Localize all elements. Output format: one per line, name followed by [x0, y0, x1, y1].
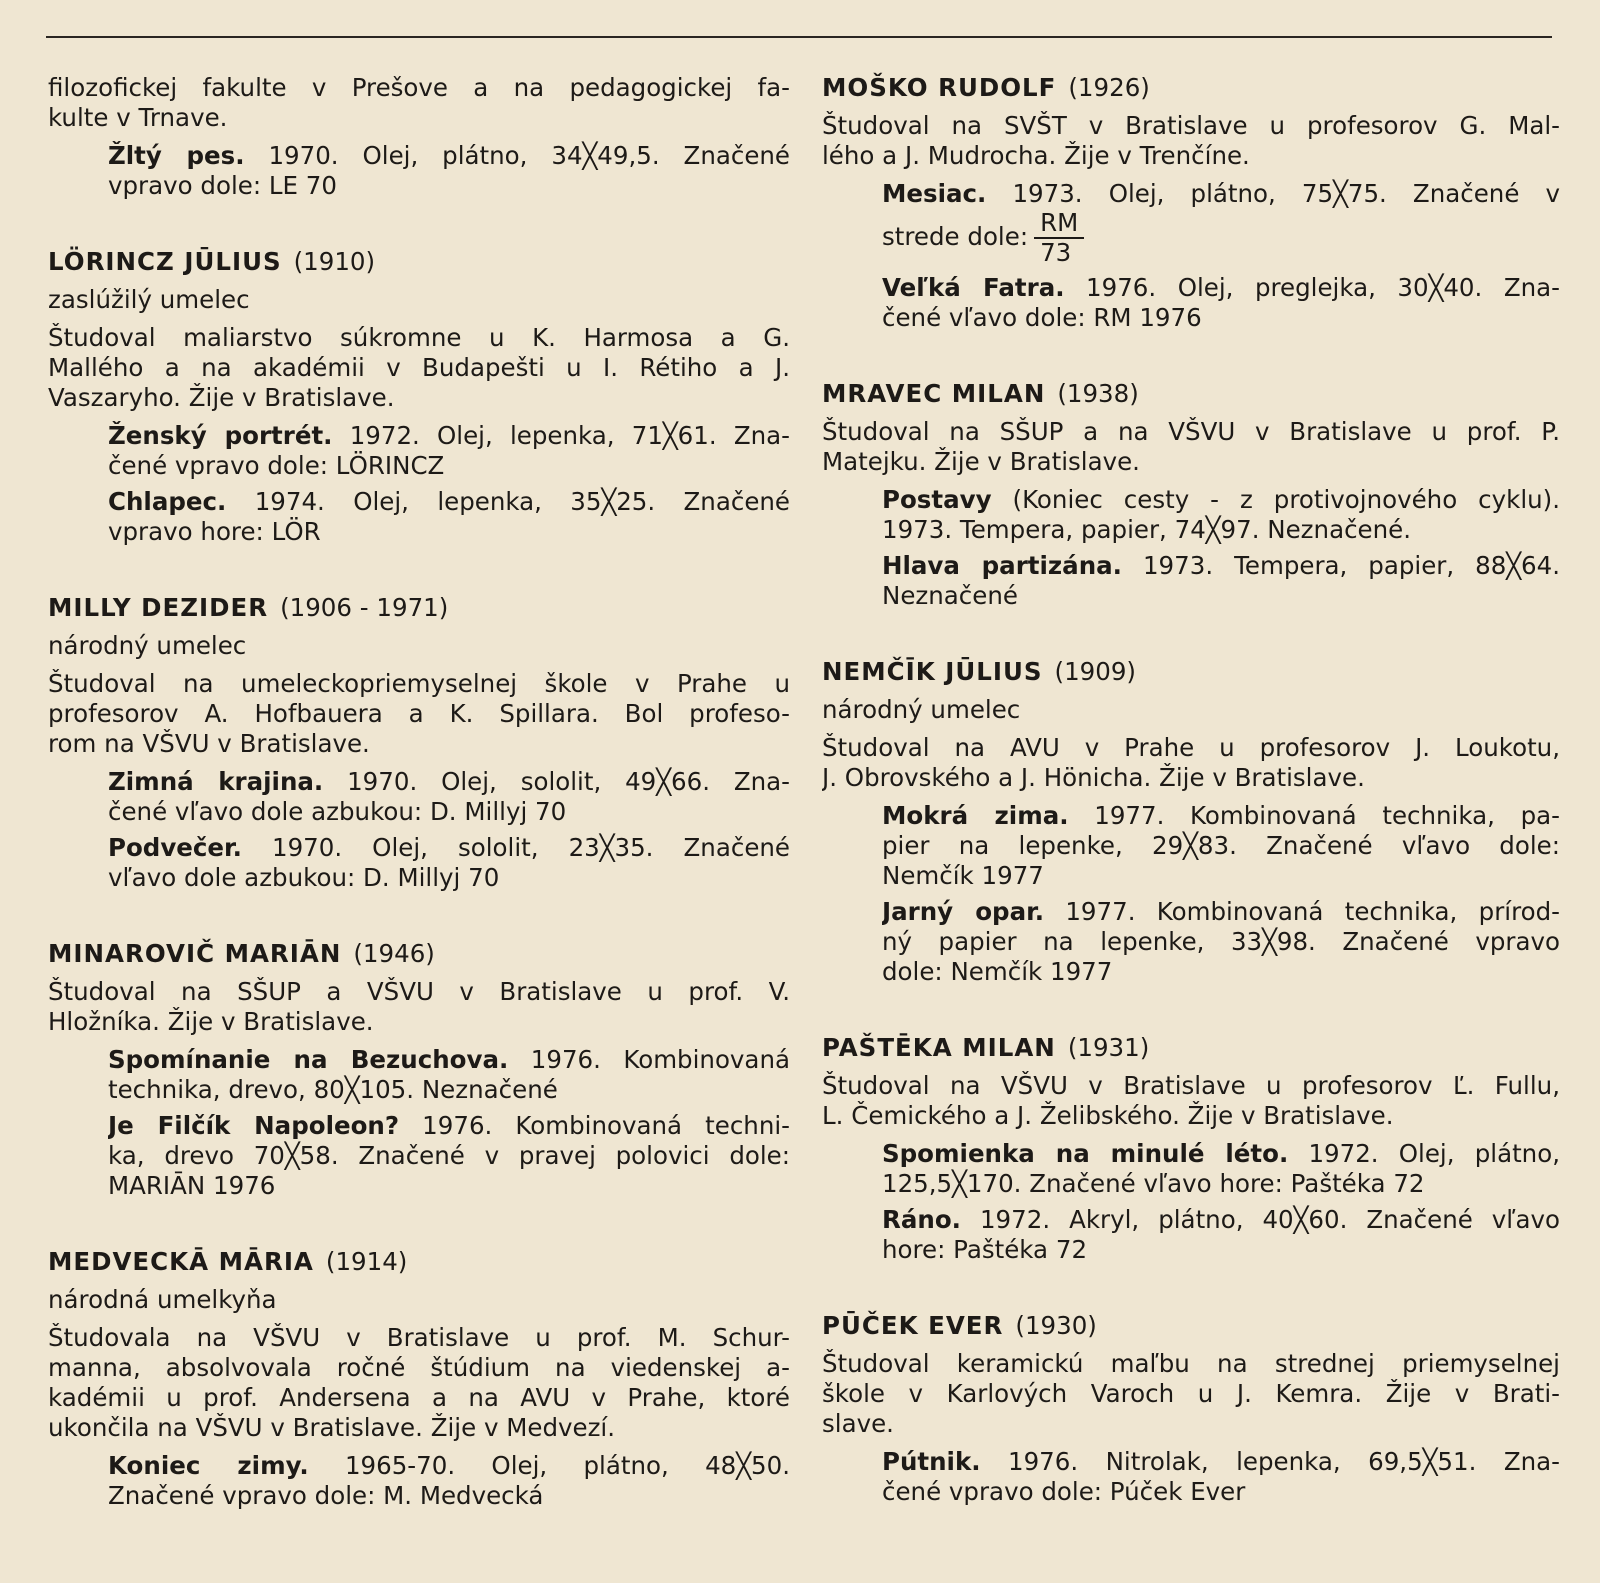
text-line [108, 141, 790, 171]
line-text: národný umelec [822, 695, 1021, 724]
artwork-title: Koniec zimy. [108, 1451, 309, 1480]
line-text: 1972. Olej, plátno, [1288, 1139, 1560, 1168]
text-line [822, 1071, 1560, 1101]
artist-years: (1914) [325, 1247, 408, 1276]
line-text: ný papier na lepenke, 33╳98. Značené vpravo [882, 927, 1560, 956]
artwork-entry [108, 421, 790, 481]
text-line [48, 699, 790, 729]
artist-name: NEMČĪK JŪLIUS [822, 657, 1043, 686]
artwork-entry [882, 1447, 1560, 1507]
artist-heading [822, 657, 1560, 687]
artist-heading [822, 1311, 1560, 1341]
text-line [822, 1379, 1560, 1409]
text-line [822, 1409, 1560, 1439]
line-text: 1965-70. Olej, plátno, 48╳50. [308, 1451, 790, 1480]
text-line [108, 1141, 790, 1171]
line-text: Hložníka. Žije v Bratislave. [48, 1007, 374, 1036]
text-line [108, 171, 790, 201]
artist-years: (1931) [1067, 1033, 1150, 1062]
line-text: Študoval na SVŠT v Bratislave u profesorov G. Mal- [822, 111, 1560, 140]
line-text: dole: Nemčík 1977 [882, 957, 1113, 986]
artist-heading [48, 939, 790, 969]
artwork-title: Pútnik. [882, 1447, 981, 1476]
line-text: 1973. Tempera, papier, 88╳64. [1122, 551, 1560, 580]
text-line [108, 421, 790, 451]
line-text: čené vpravo dole: LÖRINCZ [108, 451, 445, 480]
line-text: 1976. Olej, preglejka, 30╳40. Zna- [1064, 273, 1560, 302]
text-line [48, 1413, 790, 1443]
text-line [882, 861, 1560, 891]
line-text: 1973. Tempera, papier, 74╳97. Neznačené. [882, 515, 1412, 544]
line-text: 1976. Kombinovaná [508, 1045, 790, 1074]
text-line [48, 353, 790, 383]
artist-heading [48, 1247, 790, 1277]
text-line [882, 1139, 1560, 1169]
line-text: Študoval maliarstvo súkromne u K. Harmosa a G. [48, 323, 790, 352]
text-line [822, 1101, 1560, 1131]
line-text: 1976. Nitrolak, lepenka, 69,5╳51. Zna- [980, 1447, 1560, 1476]
line-text: technika, drevo, 80╳105. Neznačené [108, 1075, 558, 1104]
line-text: pier na lepenke, 29╳83. Značené vľavo dole: [882, 831, 1560, 860]
line-text: rom na VŠVU v Bratislave. [48, 729, 370, 758]
text-line [108, 517, 790, 547]
artwork-title: Jarný opar. [882, 897, 1045, 926]
artwork-entry [882, 1139, 1560, 1199]
line-text: J. Obrovského a J. Hönicha. Žije v Bratislave. [822, 763, 1365, 792]
text-line [882, 1447, 1560, 1477]
text-line [882, 801, 1560, 831]
text-line [882, 485, 1560, 515]
line-text: 1976. Kombinovaná techni- [399, 1111, 790, 1140]
text-line [108, 451, 790, 481]
artwork-entry [108, 487, 790, 547]
bio-paragraph [48, 977, 790, 1037]
line-text: Mallého a na akadémii v Budapešti u I. Rétiho a J. [48, 353, 790, 382]
line-text: lého a J. Mudrocha. Žije v Trenčíne. [822, 141, 1250, 170]
text-line [48, 323, 790, 353]
artwork-title: Je Filčík Napoleon? [108, 1111, 400, 1140]
line-text: MARIĀN 1976 [108, 1171, 276, 1200]
artwork-title: Podvečer. [108, 833, 242, 862]
text-line [48, 1007, 790, 1037]
bio-paragraph [48, 1285, 790, 1315]
text-line [108, 1111, 790, 1141]
bio-paragraph [822, 733, 1560, 793]
artist-name: PAŠTĒKA MILAN [822, 1033, 1056, 1062]
artist-heading [48, 593, 790, 623]
text-line [882, 1205, 1560, 1235]
artist-years: (1926) [1068, 73, 1150, 102]
text-line [48, 977, 790, 1007]
artwork-title: Ráno. [882, 1205, 961, 1234]
text-line [108, 1451, 790, 1481]
artwork-title: Mesiac. [882, 179, 987, 208]
bio-paragraph [822, 111, 1560, 171]
artist-name: LÖRINCZ JŪLIUS [48, 247, 282, 276]
text-line [822, 763, 1560, 793]
text-line [48, 383, 790, 413]
text-line [108, 1171, 790, 1201]
line-text: národný umelec [48, 631, 247, 660]
line-text: národná umelkyňa [48, 1285, 277, 1314]
artwork-entry [108, 1451, 790, 1511]
line-text: škole v Karlových Varoch u J. Kemra. Žije v Brati- [822, 1379, 1560, 1408]
text-line [882, 1169, 1560, 1199]
text-line [822, 111, 1560, 141]
artist-years: (1938) [1057, 379, 1139, 408]
line-text: Značené vpravo dole: M. Medvecká [108, 1481, 544, 1510]
text-line [822, 695, 1560, 725]
line-text: hore: Paštéka 72 [882, 1235, 1088, 1264]
bio-paragraph [48, 669, 790, 759]
line-text: 1974. Olej, lepenka, 35╳25. Značené [226, 487, 790, 516]
line-text: kadémii u prof. Andersena a na AVU v Prahe, ktoré [48, 1383, 790, 1412]
text-line [48, 285, 790, 315]
bio-paragraph [48, 631, 790, 661]
text-line [882, 1477, 1560, 1507]
artist-heading [822, 379, 1560, 409]
artist-heading [822, 73, 1560, 103]
line-text: profesorov A. Hofbauera a K. Spillara. Bol profeso- [48, 699, 790, 728]
text-line [882, 179, 1560, 209]
artwork-entry [108, 1111, 790, 1201]
artwork-entry [882, 551, 1560, 611]
text-line [108, 1075, 790, 1105]
text-line [48, 631, 790, 661]
line-text: 125,5╳170. Značené vľavo hore: Paštéka 72 [882, 1169, 1425, 1198]
line-text: čené vľavo dole: RM 1976 [882, 303, 1202, 332]
bio-paragraph [48, 285, 790, 315]
section-gap [48, 207, 790, 247]
line-text: vľavo dole azbukou: D. Millyj 70 [108, 863, 500, 892]
text-line [882, 831, 1560, 861]
artist-name: MILLY DEZIDER [48, 593, 269, 622]
text-line [48, 73, 790, 103]
section-gap [48, 553, 790, 593]
line-text: 1977. Kombinovaná technika, prírod- [1044, 897, 1560, 926]
signature-fraction [1034, 209, 1084, 267]
line-text: Študoval na VŠVU v Bratislave u profesorov Ľ. Fullu, [822, 1071, 1560, 1100]
line-text: čené vpravo dole: Púček Ever [882, 1477, 1246, 1506]
artwork-title: Hlava partizána. [882, 551, 1122, 580]
artwork-entry [882, 273, 1560, 333]
section-gap [48, 1207, 790, 1247]
text-line [48, 1285, 790, 1315]
text-line [108, 863, 790, 893]
line-text: 1970. Olej, sololit, 23╳35. Značené [241, 833, 790, 862]
line-text: slave. [822, 1409, 894, 1438]
artist-name: PŪČEK EVER [822, 1311, 1004, 1340]
bio-paragraph [822, 1071, 1560, 1131]
text-line [882, 551, 1560, 581]
line-text: 1972. Olej, lepenka, 71╳61. Zna- [332, 421, 790, 450]
text-line [48, 669, 790, 699]
line-text: zaslúžilý umelec [48, 285, 250, 314]
artwork-title: Veľká Fatra. [882, 273, 1065, 302]
line-text: Neznačené [882, 581, 1018, 610]
line-text: Vaszaryho. Žije v Bratislave. [48, 383, 395, 412]
artwork-title: Spomienka na minulé léto. [882, 1139, 1289, 1168]
artwork-title: Zimná krajina. [108, 767, 324, 796]
artwork-title: Mokrá zima. [882, 801, 1069, 830]
text-line [882, 273, 1560, 303]
text-line [882, 581, 1560, 611]
line-text: L. Čemického a J. Želibského. Žije v Bratislave. [822, 1101, 1394, 1130]
text-line [882, 957, 1560, 987]
line-text: Študoval na SŠUP a na VŠVU v Bratislave u prof. P. [822, 417, 1560, 446]
artwork-entry [108, 833, 790, 893]
section-gap [822, 993, 1560, 1033]
text-line [108, 767, 790, 797]
artist-name: MRAVEC MILAN [822, 379, 1046, 408]
line-text: 1970. Olej, plátno, 34╳49,5. Značené [244, 141, 790, 170]
text-line [822, 417, 1560, 447]
text-line [48, 1383, 790, 1413]
line-text: (Koniec cesty - z protivojnového cyklu). [991, 485, 1560, 514]
text-line [882, 515, 1560, 545]
artist-heading [48, 247, 790, 277]
line-text: Študoval na umeleckopriemyselnej škole v Prahe u [48, 669, 790, 698]
bio-paragraph [48, 1323, 790, 1443]
text-line [48, 1353, 790, 1383]
section-gap [822, 617, 1560, 657]
bio-paragraph [48, 323, 790, 413]
section-gap [822, 1271, 1560, 1311]
artist-years: (1906 - 1971) [280, 593, 449, 622]
line-text: Matejku. Žije v Bratislave. [822, 447, 1140, 476]
text-line [108, 833, 790, 863]
text-line [108, 1045, 790, 1075]
artwork-entry [882, 897, 1560, 987]
text-line [822, 733, 1560, 763]
artwork-title: Postavy [882, 485, 992, 514]
text-line [882, 303, 1560, 333]
top-rule [46, 36, 1552, 38]
text-line [48, 103, 790, 133]
line-text: filozofickej fakulte v Prešove a na pedagogickej fa- [48, 73, 790, 102]
bio-paragraph [822, 1349, 1560, 1439]
left-column [48, 73, 790, 1517]
artwork-entry [108, 767, 790, 827]
line-text: 1973. Olej, plátno, 75╳75. Značené v [986, 179, 1560, 208]
artist-heading [822, 1033, 1560, 1063]
line-text: manna, absolvovala ročné štúdium na viedenskej a- [48, 1353, 790, 1382]
line-text: Nemčík 1977 [882, 861, 1044, 890]
line-text: vpravo hore: LÖR [108, 517, 321, 546]
line-text: Študovala na VŠVU v Bratislave u prof. M. Schur- [48, 1323, 790, 1352]
artist-name: MEDVECKĀ MĀRIA [48, 1247, 314, 1276]
text-line [48, 729, 790, 759]
text-line [48, 1323, 790, 1353]
artwork-entry [882, 1205, 1560, 1265]
line-text: 1972. Akryl, plátno, 40╳60. Značené vľavo [960, 1205, 1560, 1234]
text-line [882, 209, 1560, 267]
artwork-entry [108, 1045, 790, 1105]
artwork-title: Spomínanie na Bezuchova. [108, 1045, 509, 1074]
line-text: strede dole: [882, 222, 1029, 251]
text-line [882, 927, 1560, 957]
artist-years: (1910) [293, 247, 376, 276]
section-gap [48, 899, 790, 939]
bio-paragraph [822, 695, 1560, 725]
line-text: vpravo dole: LE 70 [108, 171, 337, 200]
text-line [108, 797, 790, 827]
artist-years: (1909) [1054, 657, 1136, 686]
artist-years: (1946) [353, 939, 435, 968]
line-text: Študoval na AVU v Prahe u profesorov J. Loukotu, [822, 733, 1560, 762]
text-line [108, 1481, 790, 1511]
artwork-title: Ženský portrét. [108, 421, 333, 450]
artwork-title: Chlapec. [108, 487, 227, 516]
text-line [882, 897, 1560, 927]
line-text: ukončila na VŠVU v Bratislave. Žije v Medvezí. [48, 1413, 616, 1442]
line-text: čené vľavo dole azbukou: D. Millyj 70 [108, 797, 567, 826]
text-line [822, 1349, 1560, 1379]
bio-paragraph [48, 73, 790, 133]
section-gap [822, 339, 1560, 379]
artist-years: (1930) [1015, 1311, 1097, 1340]
artist-name: MOŠKO RUDOLF [822, 73, 1057, 102]
line-text: 1977. Kombinovaná technika, pa- [1068, 801, 1560, 830]
artwork-title: Žltý pes. [108, 141, 245, 170]
line-text: 1970. Olej, sololit, 49╳66. Zna- [323, 767, 790, 796]
fraction-denominator: 73 [1040, 238, 1072, 267]
line-text: Študoval na SŠUP a VŠVU v Bratislave u prof. V. [48, 977, 790, 1006]
text-line [882, 1235, 1560, 1265]
artist-name: MINAROVIČ MARIĀN [48, 939, 342, 968]
right-column [822, 73, 1560, 1513]
artwork-entry [882, 801, 1560, 891]
artwork-entry [882, 485, 1560, 545]
text-line [822, 447, 1560, 477]
line-text: ka, drevo 70╳58. Značené v pravej polovici dole: [108, 1141, 790, 1170]
line-text: Študoval keramickú maľbu na strednej priemyselnej [822, 1349, 1560, 1378]
text-line [108, 487, 790, 517]
bio-paragraph [822, 417, 1560, 477]
line-text: kulte v Trnave. [48, 103, 228, 132]
text-line [822, 141, 1560, 171]
artwork-entry [882, 179, 1560, 267]
artwork-entry [108, 141, 790, 201]
fraction-numerator: RM [1034, 209, 1084, 239]
